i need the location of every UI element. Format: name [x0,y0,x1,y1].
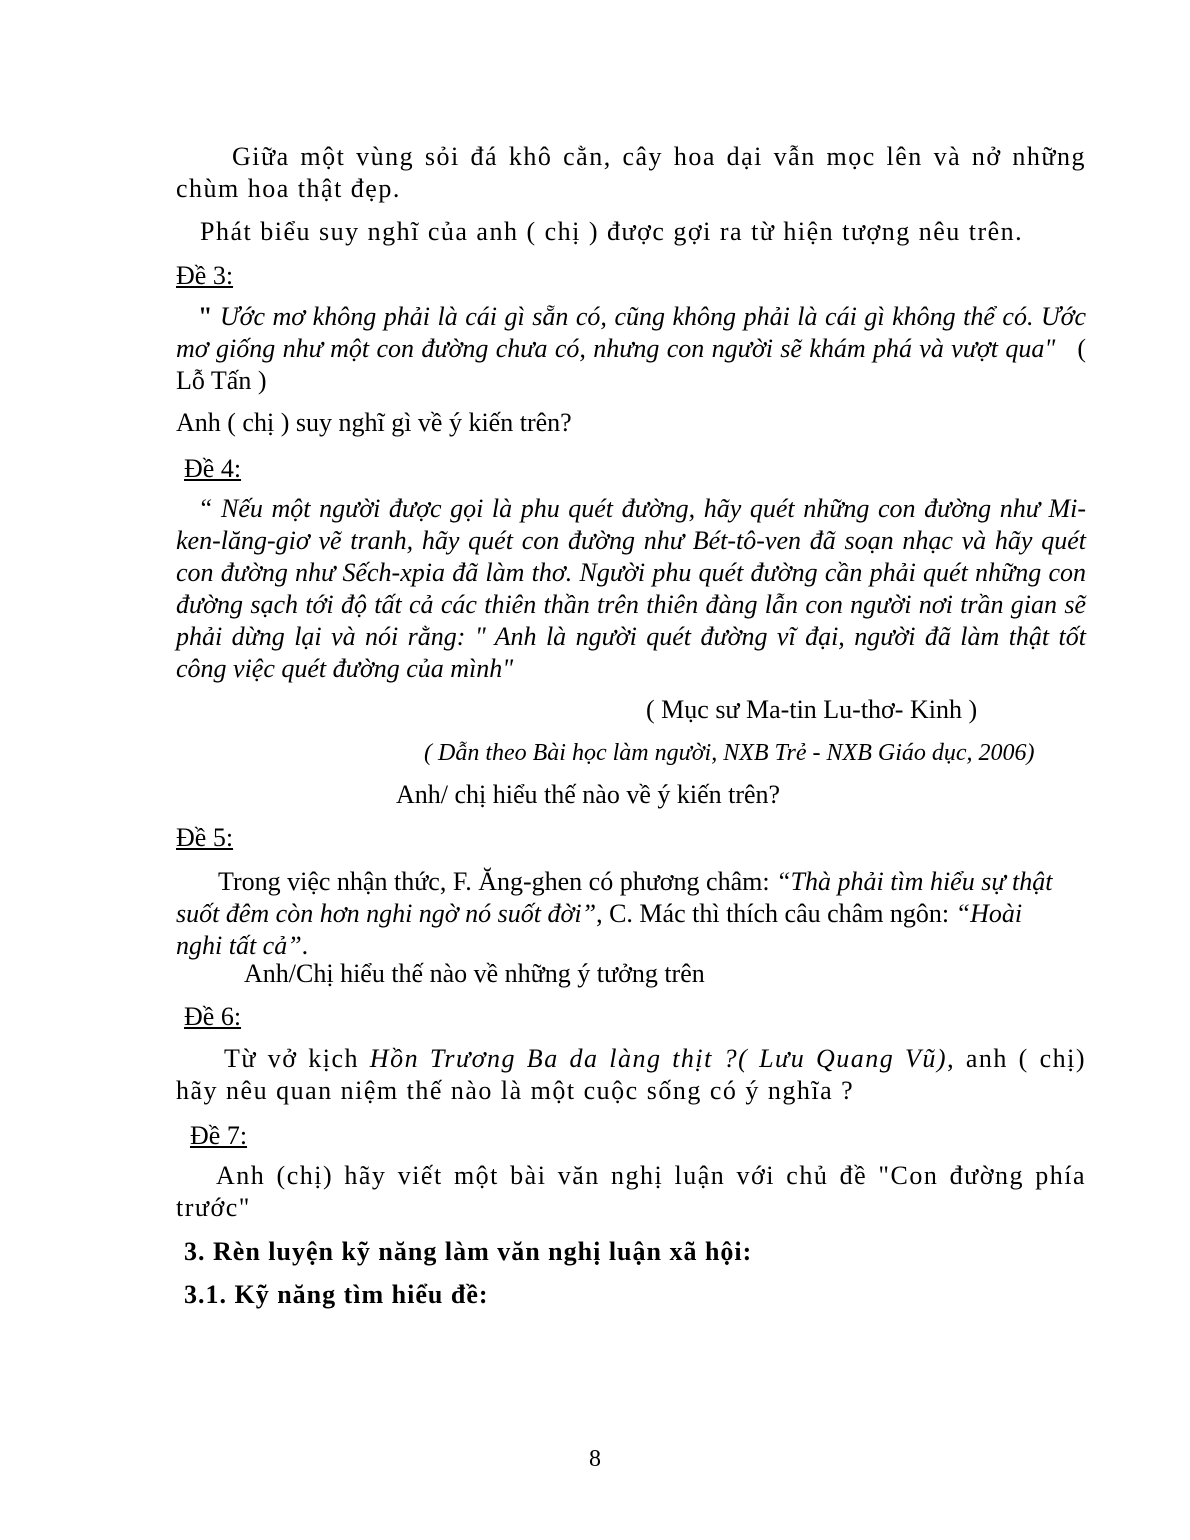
page-number: 8 [589,1446,601,1472]
de5-question: Anh/Chị hiểu thế nào về những ý tưởng trên [244,959,705,988]
de3-question: Anh ( chị ) suy nghĩ gì về ý kiến trên? [176,408,572,437]
de3-quote [176,301,1086,397]
de5-quote-marx: “Hoài nghi tất cả” [176,899,1023,960]
de4-quote: “ Nếu một người được gọi là phu quét đường, hãy quét những con đường như Mi-ken-lăng-giơ vẽ tranh, hãy quét con đường như Bét-tô-ven đã soạn nhạc và hãy quét con đường như Sếch-xpia đã làm thơ. Người phu quét đường cần phải quét những con đường sạch tới độ tất cả các thiên thần trên thiên đàng lẫn con người nơi trần gian sẽ phải dừng lại và nói rằng: " Anh là người quét đường vĩ đại, người đã làm thật tốt công việc quét đường của mình" [176,494,1086,683]
de3-heading-text: Đề 3: [176,261,234,290]
de5-text-mid: , C. Mác thì thích câu châm ngôn: [596,899,956,928]
de6-heading [176,1001,1094,1033]
de4-author: ( Mục sư Ma-tin Lu-thơ- Kinh ) [646,695,978,724]
section-title: 3. Rèn luyện kỹ năng làm văn nghị luận xã hội: [184,1237,753,1266]
de5-paragraph [176,866,1056,962]
de7-heading-text: Đề 7: [190,1121,248,1150]
de4-source: ( Dẫn theo Bài học làm người, NXB Trẻ - NXB Giáo dục, 2006) [424,740,1035,766]
intro-paragraph: Giữa một vùng sỏi đá khô cằn, cây hoa dại vẫn mọc lên và nở những chùm hoa thật đẹp. [176,142,1086,203]
de4-heading-text: Đề 4: [184,454,242,483]
de5-heading-text: Đề 5: [176,823,234,852]
de4-heading [176,453,1094,485]
section-subtitle: 3.1. Kỹ năng tìm hiểu đề: [184,1280,489,1309]
de6-text-after: , anh ( chị) hãy nêu quan niệm thế nào là một cuộc sống có ý nghĩa ? [176,1044,1086,1105]
de7-heading [176,1120,1100,1152]
de5-text-before: Trong việc nhận thức, F. Ăng-ghen có phương châm: [218,867,777,896]
de5-heading [176,822,1086,854]
intro-prompt: Phát biểu suy nghĩ của anh ( chị ) được gợi ra từ hiện tượng nêu trên. [200,217,1024,246]
de6-heading-text: Đề 6: [184,1002,242,1031]
de3-quote-mark: " [198,302,213,331]
de6-text-before: Từ vở kịch [224,1044,370,1073]
de6-play-title: Hồn Trương Ba da làng thịt ?( Lưu Quang Vũ) [369,1044,948,1073]
de3-quote-text: Ước mơ không phải là cái gì sẵn có, cũng không phải là cái gì không thể có. Ước mơ giống như một con đường chưa có, nhưng con người sẽ khám phá và vượt qua" [176,302,1087,363]
de7-paragraph: Anh (chị) hãy viết một bài văn nghị luận với chủ đề "Con đường phía trước" [176,1161,1086,1222]
de3-heading [176,260,1086,292]
de6-paragraph [176,1043,1086,1107]
de3-author: ( Lỗ Tấn ) [176,334,1087,395]
de4-question: Anh/ chị hiểu thế nào về ý kiến trên? [396,780,781,809]
de5-text-end: . [301,931,309,960]
de5-quote-engels: “Thà phải tìm hiểu sự thật suốt đêm còn hơn nghi ngờ nó suốt đời” [176,867,1053,928]
